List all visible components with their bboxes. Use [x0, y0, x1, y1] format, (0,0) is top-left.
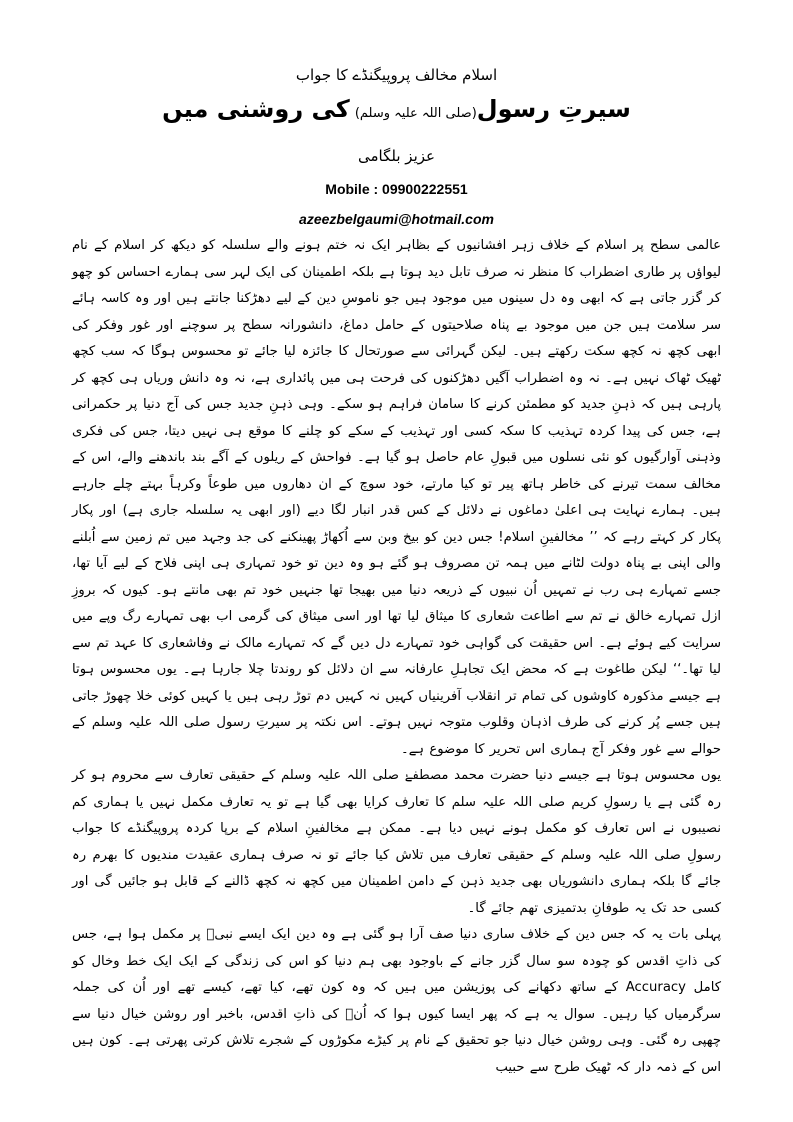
paragraph: یوں محسوس ہوتا ہے جیسے دنیا حضرت محمد مصطفےٰ صلی اللہ علیہ وسلم کے حقیقی تعارف سے محروم ہو کر رہ گئی ہے یا رسولِ کریم صلی اللہ علیہ سلم کا تعارف کرایا بھی گیا ہے تو یہ تعارف مکمل نہیں یا ہماری کم نصیبوں نے اس تعارف کو مکمل ہونے نہیں دیا ہے۔ ممکن ہے مخالفینِ اسلام کے برپا کردہ پروپیگنڈے کا جواب رسولِ صلی اللہ علیہ وسلم کے حقیقی تعارف میں تلاش کیا جائے تو نہ صرف ہماری عقیدت مندیوں کا بھرم رہ جائے گا بلکہ ہماری دانشوریاں بھی جدید ذہن کے دامن اطمینان میں کچھ نہ کچھ ڈالنے کے قابل ہو جائیں گی اور کسی حد تک یہ طوفانِ بدتمیزی تھم جائے گا۔ — [72, 768, 721, 916]
mobile-number: Mobile : 09900222551 — [325, 181, 468, 197]
title-honorific: (صلی اللہ علیہ وسلم) — [354, 106, 477, 121]
article-body — [72, 233, 721, 1081]
article-title — [72, 92, 721, 131]
author-name: عزیز بلگامی — [358, 147, 435, 165]
article-kicker: اسلام مخالف پروپیگنڈے کا جواب — [295, 66, 498, 84]
email-address: azeezbelgaumi@hotmail.com — [299, 211, 494, 227]
title-end: کی روشنی میں — [162, 95, 350, 123]
title-main: سیرتِ رسول — [476, 95, 631, 123]
paragraph: عالمی سطح پر اسلام کے خلاف زہر افشانیوں کے بظاہر ایک نہ ختم ہونے والے سلسلہ کو دیکھ کر اسلام کے نام لیواؤں پر طاری اضطراب کا منظر نہ صرف تابل دید ہوتا ہے بلکہ اطمینان کی ایک لہر سی ہمارے احساس کو چھو کر گزر جاتی ہے کہ ابھی وہ دل سینوں میں موجود ہیں جو ناموسِ دین کے لیے دھڑکنا جانتے ہیں اور وہ کاسہ ہائے سر سلامت ہیں جن میں موجود بے پناہ صلاحیتوں کے حامل دماغ، دانشورانہ سطح پر سوچنے اور غور وفکر کی ابھی کچھ نہ کچھ سکت رکھتے ہیں۔ لیکن گہرائی سے صورتحال کا جائزہ لیا جائے تو محسوس ہوگا کہ سب کچھ ٹھیک ٹھاک نہیں ہے۔ نہ وہ اضطراب آگیں دھڑکنوں کی فرحت ہی میں پائداری ہے، نہ وہ دانش وریاں ہی کچھ کر پارہی ہیں کہ ذہنِ جدید کو مطمئن کرنے کا سامان فراہم ہو سکے۔ وہی ذہنِ جدید جس کی آج دنیا پر حکمرانی ہے، جس کی پیدا کردہ تہذیب کا سکہ کسی اور تہذیب کے سکے کو چلنے کا موقع ہی نہیں دیتا، جس کی فکری وذہنی آوارگیوں کو نئی نسلوں میں قبولِ عام حاصل ہو گیا ہے۔ فواحش کے ریلوں کے آگے بند باندھنے والے، اس کے مخالف سمت تیرنے کی خاطر ہاتھ پیر تو کیا مارتے، خود سوچ کے ان دھاروں میں طوعاً وکرہاً بہتے چلے جارہے ہیں۔ ہمارے نہایت ہی اعلیٰ دماغوں نے دلائل کے کس قدر انبار لگا دیے (اور ابھی یہ سلسلہ جاری ہے) اور پکار پکار کر کہتے رہے کہ ’’ مخالفینِ اسلام! جس دین کو بیخ وبن سے اُکھاڑ پھینکنے کی جد وجہد میں تم زمین سے اُبلنے والی اپنی بے پناہ دولت لٹانے میں ہمہ تن مصروف ہو گئے ہو وہ دین تو خود تمہاری ہی اپنی فلاح کے لیے آیا تھا، جسے تمہارے ہی رب نے تمہیں اُن نبیوں کے ذریعہ دنیا میں بھیجا تھا جنہیں خود تم بھی مانتے ہو۔ کیوں کہ بروزِ ازل تمہارے خالق نے تم سے اطاعت شعاری کا میثاق لیا تھا اور اسی میثاق کی گرمی اب بھی تمہارے رگ وپے میں سرایت کیے ہوئے ہے۔ اس حقیقت کی گواہی خود تمہارے دل دیں گے کہ تمہارے مالک نے وفاشعاری کا عہد تم سے لیا تھا۔‘‘ لیکن طاغوت ہے کہ محض ایک تجاہلِ عارفانہ سے ان دلائل کو روندتا چلا جارہا ہے۔ یوں محسوس ہوتا ہے جیسے مذکورہ کاوشوں کی تمام تر انقلاب آفرینیاں کہیں نہ کہیں دم توڑ رہی ہیں یا کہیں کوئی خلا چھوڑ جاتی ہیں جسے پُر کرنے کی طرف اذہان وقلوب متوجہ نہیں ہوتے۔ اس نکتہ پر سیرتِ رسول صلی اللہ علیہ وسلم کے حوالے سے غور وفکر آج ہماری اس تحریر کا موضوع ہے۔ — [72, 238, 721, 757]
paragraph: پہلی بات یہ کہ جس دین کے خلاف ساری دنیا صف آرا ہو گئی ہے وہ دین ایک ایسے نبیؐ پر مکمل ہوا ہے، جس کی ذاتِ اقدس کو چودہ سو سال گزر جانے کے باوجود بھی ہم دنیا کو اس کی زندگی کے ایک ایک خط وخال کو کامل Accuracy کے ساتھ دکھانے کی پوزیشن میں ہیں کہ وہ کون تھے، کیا تھے، کیسے تھے اور اُن کی جملہ سرگرمیاں کیا رہیں۔ سوال یہ ہے کہ پھر ایسا کیوں ہوا کہ اُنؐ کی ذاتِ اقدس، باخبر اور روشن خیال دنیا سے چھپی رہ گئی۔ وہی روشن خیال دنیا جو تحقیق کے نام پر کیڑے مکوڑوں کے شجرے تلاش کرتی پھرتی ہے۔ کون ہیں اس کے ذمہ دار کہ ٹھیک طرح سے حبیب — [72, 927, 721, 1075]
